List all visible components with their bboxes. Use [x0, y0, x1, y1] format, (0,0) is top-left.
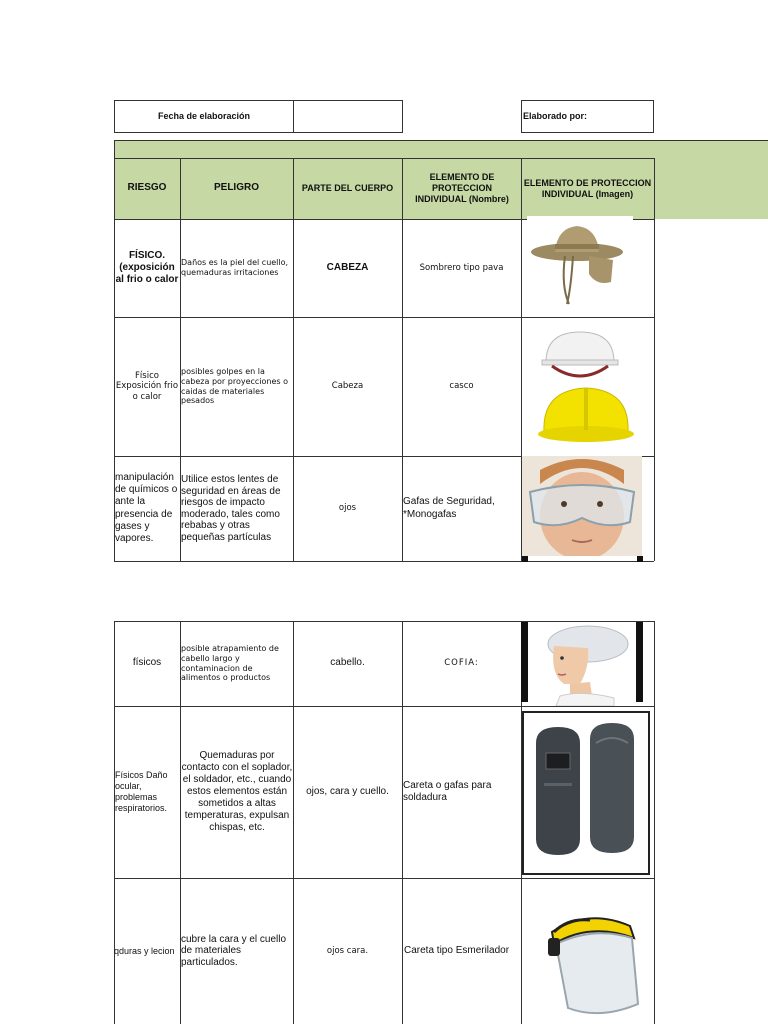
safety-goggles-image — [522, 456, 642, 556]
image-border-mark — [637, 556, 643, 562]
row5-parte: ojos, cara y cuello. — [306, 785, 389, 797]
row3-riesgo: manipulación de químicos o ante la presencia de gases y vapores. — [115, 471, 178, 544]
image-border-mark — [636, 622, 643, 702]
row6-peligro: cubre la cara y el cuello de materiales particulados. — [181, 933, 287, 968]
hair-net-image — [530, 622, 634, 706]
row1-peligro: Daños es la piel del cuello, quemaduras irritaciones — [181, 258, 289, 277]
col-header-riesgo: RIESGO — [127, 182, 167, 194]
welding-mask-image — [522, 711, 650, 875]
row5-peligro: Quemaduras por contacto con el soplador, el soldador, etc., cuando estos elementos están sometidos a altas temperaturas, expulsan chispas, etc. — [181, 750, 293, 833]
row2-peligro: posibles golpes en la cabeza por proyecciones o caidas de materiales pesados — [181, 367, 289, 406]
row1-parte: CABEZA — [326, 261, 369, 273]
grid-line — [114, 561, 654, 562]
row5-elemento: Careta o gafas para soldadura — [403, 779, 492, 803]
face-shield-image — [538, 908, 644, 1022]
fecha-label: Fecha de elaboración — [157, 111, 251, 122]
row2-elemento: casco — [449, 381, 474, 392]
row3-elemento: Gafas de Seguridad, *Monogafas — [403, 496, 495, 520]
row3-peligro: Utilice estos lentes de seguridad en áreas de riesgos de impacto moderado, tales como rebabas y otras pequeñas partículas — [181, 474, 281, 543]
row2-parte: Cabeza — [331, 381, 364, 392]
row3-parte: ojos — [338, 503, 357, 514]
row4-parte: cabello. — [330, 657, 365, 669]
row2-riesgo: Físico Exposición frio o calor — [115, 370, 179, 402]
row4-riesgo: físicos — [132, 657, 162, 669]
row1-riesgo: FÍSICO. (exposición al frio o calor — [115, 249, 179, 286]
row6-elemento: Careta tipo Esmerilador — [404, 944, 510, 956]
title-band — [114, 140, 768, 158]
fecha-value — [293, 100, 403, 133]
image-border-mark — [521, 622, 528, 702]
row4-peligro: posible atrapamiento de cabello largo y contaminacion de alimentos o productos — [181, 644, 279, 683]
row6-riesgo: qduras y lecion — [114, 945, 175, 956]
bush-hat-image — [527, 216, 633, 314]
col-header-peligro: PELIGRO — [213, 182, 259, 194]
row5-riesgo: Físicos Daño ocular, problemas respiratorios. — [115, 770, 168, 813]
grid-line — [654, 621, 655, 1024]
col-header-elemento-imagen: ELEMENTO DE PROTECCION INDIVIDUAL (Imagen) — [523, 177, 652, 199]
grid-line — [114, 158, 654, 159]
image-border-mark — [522, 556, 528, 562]
elaborado-label: Elaborado por: — [523, 111, 588, 122]
hard-hat-image — [532, 326, 638, 452]
grid-line — [654, 158, 655, 561]
col-header-elemento-nombre: ELEMENTO DE PROTECCION INDIVIDUAL (Nombre) — [415, 172, 509, 204]
row6-parte: ojos cara. — [326, 945, 369, 956]
row1-elemento: Sombrero tipo pava — [419, 262, 504, 273]
row4-elemento: COFIA: — [444, 658, 479, 669]
col-header-parte: PARTE DEL CUERPO — [301, 183, 394, 194]
header-row — [114, 100, 654, 133]
